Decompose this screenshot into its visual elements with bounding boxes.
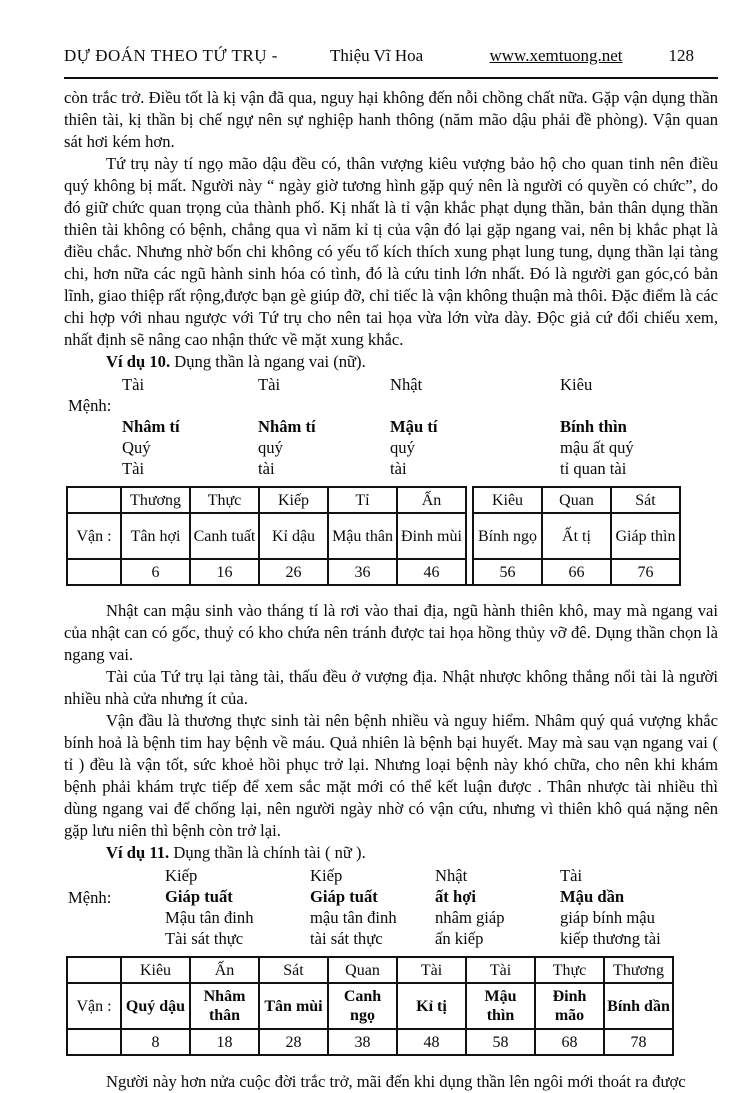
pillar-cell: Giáp thìn <box>611 513 680 559</box>
van-label: Vận : <box>67 513 121 559</box>
pillar-cell: Quý dậu <box>121 983 190 1029</box>
hidden-cell: giáp bính mậu <box>560 908 655 927</box>
god-cell: Kiếp <box>165 866 198 885</box>
empty-cell <box>67 487 121 513</box>
age-cell: 58 <box>466 1029 535 1055</box>
paragraph: Tài của Tứ trụ lại tàng tài, thấu đều ở vượng địa. Nhật nhược không thắng nổi tài là người nhiều nhà cửa nhưng ít của. <box>64 667 718 708</box>
header-rule <box>64 77 718 79</box>
pillar-cell: Canh ngọ <box>328 983 397 1029</box>
hidden-cell: mậu ất quý <box>560 438 634 457</box>
age-cell: 16 <box>190 559 259 585</box>
paragraph: Tứ trụ này tí ngọ mão dậu đều có, thân vượng kiêu vượng bảo hộ cho quan tinh nên điều quý không bị mất. Người này “ ngày giờ tương hình gặp quý nên là người có quyền có chức”, do đó giữ chức quan trọng của thành phố. Kị nhất là tỉ vận khắc phạt dụng thần, bản thân dụng thần thiên tài không có bệnh, chẳng qua vì năm kỉ tị của vận đó lại gặp ngang vai, nên bị khắc phạt là điều chắc. Nhưng nhờ bốn chi không có yếu tố kích thích xung phạt lung tung, dụng thần lại tàng chi, hơn nữa các ngũ hành sinh hóa có tình, đó là cứu tinh lớn nhất. Đó là người gan góc,có bản lĩnh, giao thiệp rất rộng,được bạn gè giúp đỡ, chỉ tiếc là vận không thuận mà thôi. Đặc điểm là các chi hợp với nhau ngược với Tứ trụ cho nên tai họa vừa lớn vừa dày. Độc giả cứ đối chiếu xem, nhất định sẽ nâng cao nhận thức về mặt xung khắc. <box>64 154 718 349</box>
pillar-cell: Mậu tí <box>390 417 438 436</box>
example10-title: Dụng thần là ngang vai (nữ). <box>170 352 366 371</box>
hidden-cell: quý <box>258 438 283 457</box>
header-cell: Sát <box>259 957 328 983</box>
author-name: Thiệu Vĩ Hoa <box>329 46 424 65</box>
empty-cell <box>67 559 121 585</box>
book-title: DỰ ĐOÁN THEO TỨ TRỤ - <box>64 46 278 65</box>
menh-label: Mệnh: <box>68 888 112 907</box>
pillar-cell: Kỉ dậu <box>259 513 328 559</box>
hidden-cell: kiếp thương tài <box>560 929 661 948</box>
table-header-row <box>67 487 680 513</box>
god-cell: Tài <box>122 375 145 394</box>
age-cell: 48 <box>397 1029 466 1055</box>
header-cell: Kiêu <box>473 487 542 513</box>
header-cell: Quan <box>542 487 611 513</box>
example11-heading <box>64 842 718 864</box>
pillars-row <box>165 886 718 907</box>
god-cell: Tài <box>560 866 583 885</box>
hidden-cell: mậu tân đinh <box>310 908 397 927</box>
table-gap <box>466 559 473 585</box>
god-cell: Kiêu <box>560 375 593 394</box>
god-cell: Tài <box>258 375 281 394</box>
example10-menh-block <box>64 374 718 479</box>
header-cell: Ấn <box>397 487 466 513</box>
hidden-cell: Tài <box>122 459 145 478</box>
header-cell: Tài <box>397 957 466 983</box>
paragraph: Người này hơn nửa cuộc đời trắc trở, mãi đến khi dụng thần lên ngôi mới thoát ra được <box>106 1072 686 1091</box>
header-cell: Tỉ <box>328 487 397 513</box>
header-cell: Ấn <box>190 957 259 983</box>
age-cell: 28 <box>259 1029 328 1055</box>
hidden-cell: Mậu tân đinh <box>165 908 254 927</box>
pillar-cell: Nhâm tí <box>122 417 180 436</box>
hidden-cell: tài sát thực <box>310 929 383 948</box>
hidden-cell: tỉ quan tài <box>560 459 627 478</box>
pillar-cell: Đinh mão <box>535 983 604 1029</box>
hidden-cell: Quý <box>122 438 151 457</box>
website-url: www.xemtuong.net <box>489 46 623 65</box>
paragraph: Vận đầu là thương thực sinh tài nên bệnh nhiều và nguy hiểm. Nhâm quý quá vượng khắc bính hoả là bệnh tim hay bệnh về máu. Quả nhiên là bệnh bại huyết. May mà sau vạn ngang vai ( tỉ ) đều là vận tốt, sức khoẻ hồi phục trở lại. Nhưng loại bệnh này khó chữa, cho nên khi khám bệnh phải khám trực tiếp để xem sắc mặt mới có thể kết luận được . Thân nhược tài nhiều thì dùng ngang vai để chống lại, nên người ngày nhờ có vận cứu, nhưng vì thiên khô quá nặng nên gặp lưu niên thì bệnh còn trở lại. <box>64 711 718 840</box>
paragraph: còn trắc trở. Điều tốt là kị vận đã qua, nguy hại không đến nỗi chồng chất nữa. Gặp vận dụng thần thiên tài, kị thần bị chế ngự nên sự nghiệp hanh thông (năm mão dậu phải đề phòng). Vận quan sát hơi kém hơn. <box>64 88 718 151</box>
table-van-row <box>67 983 673 1029</box>
hidden-cell: ấn kiếp <box>435 929 484 948</box>
table-header-row <box>67 957 673 983</box>
hidden-cell: tài <box>258 459 275 478</box>
header-cell: Thực <box>190 487 259 513</box>
van-label: Vận : <box>67 983 121 1029</box>
header-cell: Tài <box>466 957 535 983</box>
age-cell: 38 <box>328 1029 397 1055</box>
pillar-cell: Nhâm tí <box>258 417 316 436</box>
age-cell: 18 <box>190 1029 259 1055</box>
hidden-stems-row <box>165 907 718 928</box>
header-cell: Thương <box>604 957 673 983</box>
age-cell: 46 <box>397 559 466 585</box>
pillar-cell: Mậu thìn <box>466 983 535 1029</box>
header-cell: Thực <box>535 957 604 983</box>
age-cell: 8 <box>121 1029 190 1055</box>
example10-heading <box>64 351 718 373</box>
pillar-cell: Tân mùi <box>259 983 328 1029</box>
gods-row <box>165 865 718 886</box>
example10-label: Ví dụ 10. <box>106 352 171 371</box>
pillar-cell: Giáp tuất <box>310 887 378 906</box>
hidden-gods-row <box>165 928 718 949</box>
menh-label: Mệnh: <box>68 396 112 415</box>
example11-menh-block <box>64 865 718 949</box>
table-gap <box>466 487 473 513</box>
hidden-cell: nhâm giáp <box>435 908 505 927</box>
age-cell: 26 <box>259 559 328 585</box>
pillar-cell: Mậu thân <box>328 513 397 559</box>
header-cell: Thương <box>121 487 190 513</box>
pillar-cell: Đinh mùi <box>397 513 466 559</box>
pillar-cell: Bính thìn <box>560 417 627 436</box>
empty-cell <box>67 1029 121 1055</box>
age-cell: 56 <box>473 559 542 585</box>
hidden-cell: quý <box>390 438 415 457</box>
example11-title: Dụng thần là chính tài ( nữ ). <box>169 843 366 862</box>
table-gap <box>466 513 473 559</box>
example11-luck-table <box>66 956 674 1056</box>
table-age-row <box>67 1029 673 1055</box>
pillar-cell: Bính dần <box>604 983 673 1029</box>
age-cell: 68 <box>535 1029 604 1055</box>
header-cell: Sát <box>611 487 680 513</box>
age-cell: 78 <box>604 1029 673 1055</box>
header-cell: Kiêu <box>121 957 190 983</box>
header-cell: Quan <box>328 957 397 983</box>
hidden-cell: tài <box>390 459 407 478</box>
header-cell: Kiếp <box>259 487 328 513</box>
pillar-cell: ất hợi <box>435 887 476 906</box>
god-cell: Nhật <box>390 375 423 394</box>
pillar-cell: Bính ngọ <box>473 513 542 559</box>
gods-row <box>122 374 718 395</box>
god-cell: Kiếp <box>310 866 343 885</box>
hidden-gods-row <box>122 458 718 479</box>
age-cell: 66 <box>542 559 611 585</box>
hidden-stems-row <box>122 437 718 458</box>
pillar-cell: Nhâm thân <box>190 983 259 1029</box>
hidden-cell: Tài sát thực <box>165 929 244 948</box>
table-age-row <box>67 559 680 585</box>
example10-luck-table <box>66 486 681 586</box>
paragraph: Nhật can mậu sinh vào tháng tí là rơi vào thai địa, ngũ hành thiên khô, may mà ngang vai của nhật can có gốc, thuỷ có kho chứa nên tránh được tai họa hồng thủy vỡ đê. Dụng thần chọn là ngang vai. <box>64 601 718 664</box>
pillar-cell: Mậu dần <box>560 887 625 906</box>
pillar-cell: Kỉ tị <box>397 983 466 1029</box>
table-van-row <box>67 513 680 559</box>
empty-cell <box>67 957 121 983</box>
pillar-cell: Canh tuất <box>190 513 259 559</box>
age-cell: 6 <box>121 559 190 585</box>
age-cell: 76 <box>611 559 680 585</box>
god-cell: Nhật <box>435 866 468 885</box>
page-header <box>64 46 718 66</box>
pillar-cell: Giáp tuất <box>165 887 233 906</box>
example11-label: Ví dụ 11. <box>106 843 170 862</box>
pillars-row <box>122 416 718 437</box>
page-number: 128 <box>668 46 694 65</box>
age-cell: 36 <box>328 559 397 585</box>
pillar-cell: Ất tị <box>542 513 611 559</box>
pillar-cell: Tân hợi <box>121 513 190 559</box>
